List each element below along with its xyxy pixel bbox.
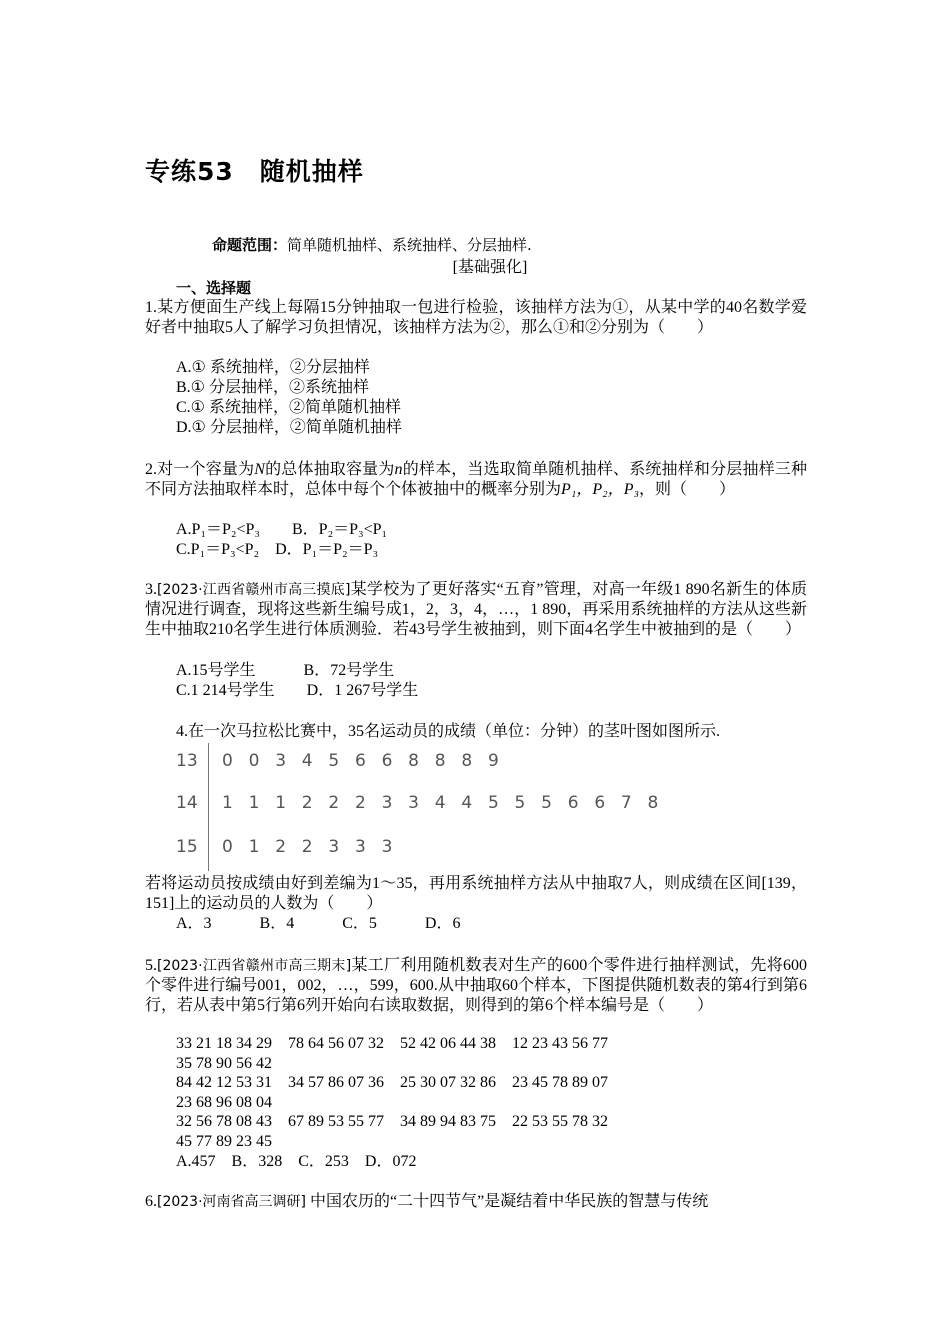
leaf-value: 1 <box>275 793 287 813</box>
leaf-value: 6 <box>354 751 366 771</box>
leaf-value: 5 <box>514 793 526 813</box>
scope-text: 简单随机抽样、系统抽样、分层抽样. <box>287 236 532 254</box>
q5-number: 5. <box>145 957 157 974</box>
leaf-value: 3 <box>381 837 393 857</box>
stem-value: 15 <box>176 837 198 857</box>
q6-body: 中国农历的“二十四节气”是凝结着中华民族的智慧与传统 <box>306 1193 709 1210</box>
random-table-line: 84 42 12 53 31 34 57 86 07 36 25 30 07 32 86 23 45 78 89 07 <box>176 1074 609 1091</box>
leaf-value: 2 <box>275 837 287 857</box>
leaf-list <box>222 793 674 813</box>
question-5-options: A.457 B．328 C．253 D．072 <box>176 1153 417 1170</box>
leaf-value: 2 <box>301 837 313 857</box>
leaf-value: 5 <box>487 793 499 813</box>
question-3-options-row-1: A.15号学生 B．72号学生 <box>176 662 395 679</box>
q2-text-part: 的样本，当选取简单随机抽样、系统抽样和分层抽样三种不同方法抽取样本时，总体中每个个体被抽中的概率分别为 <box>145 461 807 498</box>
leaf-value: 1 <box>222 793 233 813</box>
leaf-value: 6 <box>594 793 606 813</box>
leaf-value: 6 <box>567 793 579 813</box>
stem-leaf-plot <box>176 743 716 871</box>
leaf-value: 3 <box>381 793 393 813</box>
q2-var-n: n <box>394 461 403 478</box>
question-3-text <box>145 580 807 640</box>
leaf-value: 8 <box>647 793 659 813</box>
question-2-options-row-1: A.P₁＝P₂<P₃ B．P₂＝P₃<P₁ <box>176 521 388 538</box>
leaf-value: 8 <box>408 751 419 771</box>
random-table-line: 23 68 96 08 04 <box>176 1094 272 1111</box>
leaf-value: 2 <box>354 793 366 813</box>
section-tag: [基础强化] <box>452 259 528 276</box>
leaf-value: 3 <box>328 837 340 857</box>
leaf-value: 2 <box>328 793 340 813</box>
leaf-list <box>222 751 515 771</box>
stem-value: 14 <box>176 793 198 813</box>
leaf-value: 9 <box>487 751 499 771</box>
q6-source: [2023·河南省高三调研] <box>157 1194 307 1210</box>
question-1-option-c: C.① 系统抽样，②简单随机抽样 <box>176 399 402 416</box>
q3-number: 3. <box>145 581 157 598</box>
question-6-text <box>145 1192 807 1212</box>
q6-number: 6. <box>145 1193 157 1210</box>
question-4-text: 4.在一次马拉松比赛中，35名运动员的成绩（单位：分钟）的茎叶图如图所示. <box>176 723 721 740</box>
question-4-text-after: 若将运动员按成绩由好到差编为1～35，再用系统抽样方法从中抽取7人，则成绩在区间[139，151]上的运动员的人数为（ ） <box>145 875 807 912</box>
stem-value: 13 <box>176 751 198 771</box>
random-table-line: 35 78 90 56 42 <box>176 1055 272 1072</box>
question-5-text <box>145 956 807 1016</box>
leaf-value: 0 <box>222 751 233 771</box>
leaf-value: 0 <box>222 837 233 857</box>
question-4-options: A．3 B．4 C．5 D．6 <box>176 915 461 932</box>
leaf-value: 4 <box>301 751 313 771</box>
page-title: 专练53 随机抽样 <box>145 157 364 186</box>
leaf-list <box>222 837 408 857</box>
leaf-value: 5 <box>328 751 340 771</box>
leaf-value: 6 <box>381 751 393 771</box>
scope-line <box>212 235 532 255</box>
q3-body: 某学校为了更好落实“五育”管理，对高一年级1 890名新生的体质情况进行调查，现将这些新生编号成1，2，3，4，…，1 890，再采用系统抽样的方法从这些新生中抽取210名学生进行体质测验．若43号学生被抽到，则下面4名学生中被抽到的是（ ） <box>145 581 807 638</box>
q2-text-part: 2.对一个容量为 <box>145 461 255 478</box>
leaf-value: 2 <box>301 793 313 813</box>
leaf-value: 3 <box>354 837 366 857</box>
leaf-value: 0 <box>248 751 260 771</box>
leaf-value: 3 <box>275 751 287 771</box>
scope-label: 命题范围： <box>212 236 288 254</box>
stem-divider <box>208 743 209 871</box>
question-1-text: 1.某方便面生产线上每隔15分钟抽取一包进行检验，该抽样方法为①，从某中学的40名数学爱好者中抽取5人了解学习负担情况，该抽样方法为②，那么①和②分别为（ ） <box>145 299 807 336</box>
question-2-text <box>145 460 807 500</box>
random-table-line: 45 77 89 23 45 <box>176 1133 272 1150</box>
random-table-line: 33 21 18 34 29 78 64 56 07 32 52 42 06 44 38 12 23 43 56 77 <box>176 1035 609 1052</box>
random-table-line: 32 56 78 08 43 67 89 53 55 77 34 89 94 83 75 22 53 55 78 32 <box>176 1113 609 1130</box>
question-1-option-d: D.① 分层抽样，②简单随机抽样 <box>176 419 402 436</box>
q5-source: [2023·江西省赣州市高三期末] <box>157 958 352 974</box>
leaf-value: 3 <box>408 793 419 813</box>
leaf-value: 1 <box>248 837 260 857</box>
leaf-value: 4 <box>434 793 446 813</box>
leaf-value: 8 <box>434 751 446 771</box>
q5-body: 某工厂利用随机数表对生产的600个零件进行抽样测试，先将600个零件进行编号001，002，…，599，600.从中抽取60个样本，下图提供随机数表的第4行到第6行，若从表中第5行第6列开始向右读取数据，则得到的第6个样本编号是（ ） <box>145 957 807 1014</box>
question-1-option-b: B.① 分层抽样，②系统抽样 <box>176 379 370 396</box>
leaf-value: 8 <box>461 751 473 771</box>
q2-text-part: 的总体抽取容量为 <box>264 461 395 478</box>
question-3-options-row-2: C.1 214号学生 D．1 267号学生 <box>176 682 419 699</box>
q3-source: [2023·江西省赣州市高三摸底] <box>157 582 351 598</box>
question-2-options-row-2: C.P₁＝P₃<P₂ D．P₁＝P₂＝P₃ <box>176 541 379 558</box>
leaf-value: 4 <box>461 793 473 813</box>
section-heading: 一、选择题 <box>176 279 252 297</box>
question-1-option-a: A.① 系统抽样，②分层抽样 <box>176 359 370 376</box>
q2-var-n-cap: N <box>254 461 265 478</box>
leaf-value: 7 <box>620 793 632 813</box>
leaf-value: 5 <box>541 793 552 813</box>
leaf-value: 1 <box>248 793 260 813</box>
q2-probabilities: P₁，P₂，P₃ <box>561 481 640 498</box>
q2-text-part: ，则（ ） <box>639 481 736 498</box>
